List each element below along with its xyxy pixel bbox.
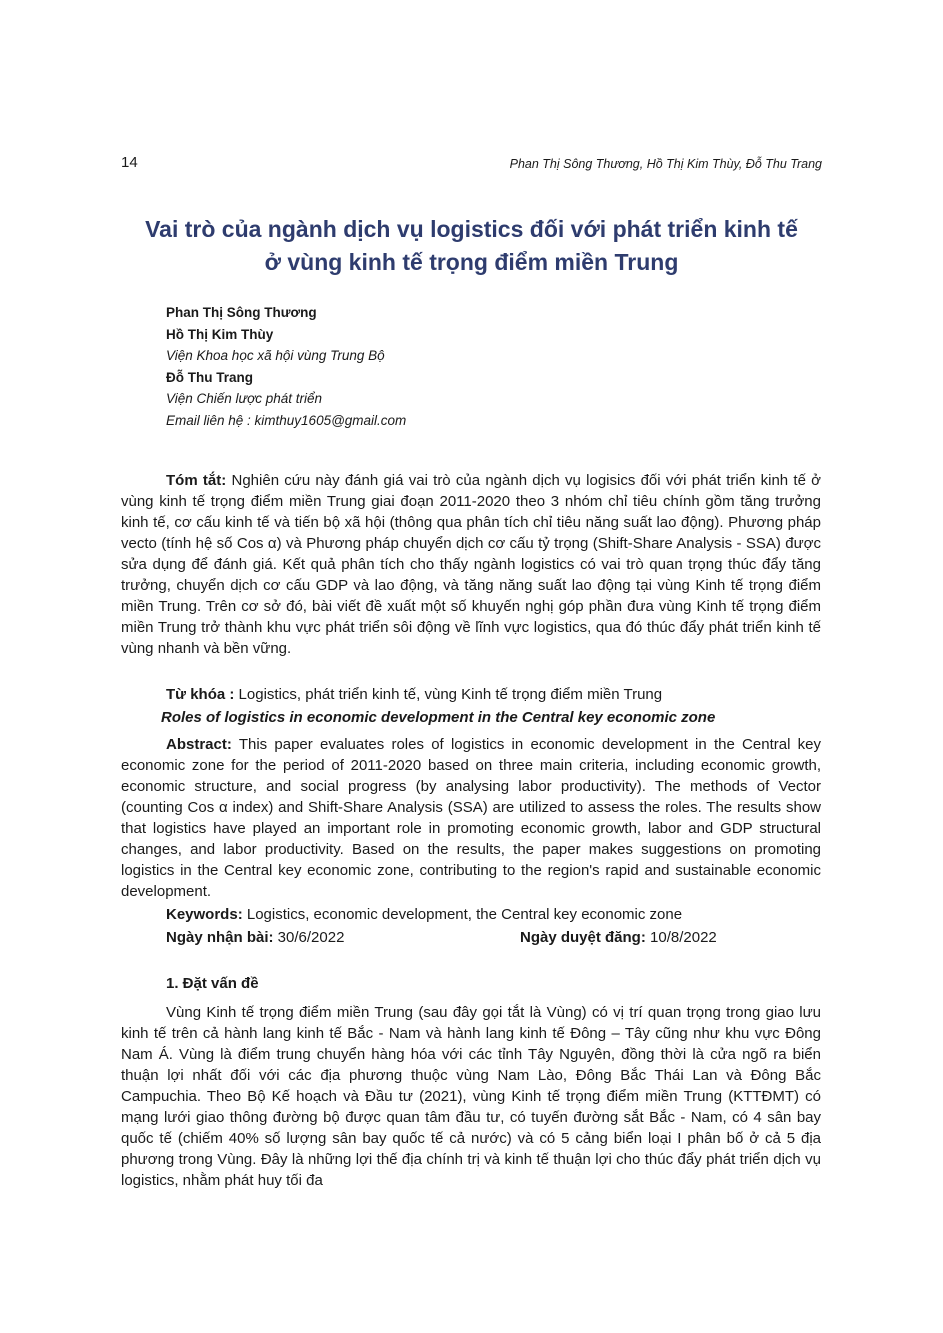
keywords-en-text: Logistics, economic development, the Central key economic zone [242, 906, 683, 923]
english-title: Roles of logistics in economic development in the Central key economic zone [161, 709, 716, 726]
approved-date [520, 929, 717, 946]
title-line-1: Vai trò của ngành dịch vụ logistics đối với phát triển kinh tế [145, 216, 798, 242]
affiliation-2: Viện Chiến lược phát triển [166, 391, 323, 406]
author-block [166, 302, 406, 431]
received-label: Ngày nhận bài: [166, 929, 274, 946]
author-1: Phan Thị Sông Thương [166, 305, 317, 320]
received-value: 30/6/2022 [273, 929, 345, 946]
keywords-english [166, 904, 682, 925]
received-date [166, 929, 344, 946]
author-3: Đỗ Thu Trang [166, 369, 253, 385]
title-line-2: ở vùng kinh tế trọng điểm miền Trung [264, 249, 679, 275]
keywords-vi-text: Logistics, phát triển kinh tế, vùng Kinh tế trọng điểm miền Trung [234, 686, 663, 703]
keywords-en-label: Keywords: [166, 906, 243, 923]
approved-label: Ngày duyệt đăng: [520, 929, 646, 946]
abstract-vi-label: Tóm tắt: [166, 472, 227, 489]
abstract-english [121, 734, 821, 902]
section-paragraph: Vùng Kinh tế trọng điểm miền Trung (sau đây gọi tắt là Vùng) có vị trí quan trọng trong giao lưu kinh tế trên cả hành lang kinh tế Bắc - Nam và hành lang kinh tế Đông – Tây cũng như khu vực Đông Nam Á. Vùng là điểm trung chuyển hàng hóa với các tỉnh Tây Nguyên, đồng thời là cửa ngõ ra biển thuận lợi nhất đối với các địa phương thuộc vùng Nam Lào, Đông Bắc Thái Lan và Đông Bắc Campuchia. Theo Bộ Kế hoạch và Đầu tư (2021), vùng Kinh tế trọng điểm miền Trung (KTTĐMT) có mạng lưới giao thông đường bộ được quan tâm đầu tư, có tuyến đường sắt Bắc - Nam, có 4 sân bay quốc tế (chiếm 40% số lượng sân bay quốc tế cả nước) và có 5 cảng biển loại I phân bố ở cả 5 địa phương trong Vùng. Đây là những lợi thế địa chính trị và kinh tế thuận lợi cho thúc đẩy phát triển dịch vụ logistics, nhằm phát huy tối đa [121, 1004, 821, 1189]
page-number: 14 [121, 154, 138, 171]
abstract-en-label: Abstract: [166, 736, 232, 753]
abstract-en-text: This paper evaluates roles of logistics in economic development in the Central key economic zone for the period of 2011-2020 based on three main criteria, including economic growth, economic structure, and social progress (by analysing labor productivity). The methods of Vector (counting Cos α index) and Shift-Share Analysis (SSA) are utilized to assess the roles. The results show that logistics have played an important role in promoting economic growth, labor and GDP structural changes, and labor productivity. Based on the results, the paper makes suggestions on promoting logistics in the Central key economic zone, contributing to the region's rapid and sustainable economic development. [121, 736, 821, 900]
keywords-vi-label: Từ khóa : [166, 686, 235, 703]
submission-dates [166, 929, 717, 946]
approved-value: 10/8/2022 [645, 929, 717, 946]
affiliation-1: Viện Khoa học xã hội vùng Trung Bộ [166, 348, 385, 363]
running-head: Phan Thị Sông Thương, Hồ Thị Kim Thùy, Đỗ Thu Trang [509, 157, 822, 171]
article-title [100, 213, 843, 279]
keywords-vietnamese [166, 684, 662, 705]
author-2: Hồ Thị Kim Thùy [166, 326, 274, 342]
abstract-vi-text: Nghiên cứu này đánh giá vai trò của ngành dịch vụ logisics đối với phát triển kinh tế ở vùng kinh tế trọng điểm miền Trung giai đoạn 2011-2020 theo 3 nhóm chỉ tiêu chính gồm tăng trưởng kinh tế, cơ cấu kinh tế và tiến bộ xã hội (thông qua phân tích chỉ tiêu năng suất lao động). Phương pháp vecto (tính hệ số Cos α) và Phương pháp chuyển dịch cơ cấu tỷ trọng (Shift-Share Analysis - SSA) được sửa dụng để đánh giá. Kết quả phân tích cho thấy ngành logistics có vai trò quan trọng thúc đẩy tăng trưởng, chuyển dịch cơ cấu GDP và lao động, và tăng năng suất lao động tại vùng Kinh tế trọng điểm miền Trung. Trên cơ sở đó, bài viết đề xuất một số khuyến nghị góp phần đưa vùng Kinh tế trọng điểm miền Trung trở thành khu vực phát triển sôi động về lĩnh vực logistics, qua đó thúc đẩy phát triển kinh tế vùng nhanh và bền vững. [121, 472, 821, 657]
contact-email: Email liên hệ : kimthuy1605@gmail.com [166, 412, 407, 428]
abstract-vietnamese [121, 470, 821, 659]
section-heading: 1. Đặt vấn đề [166, 975, 259, 992]
